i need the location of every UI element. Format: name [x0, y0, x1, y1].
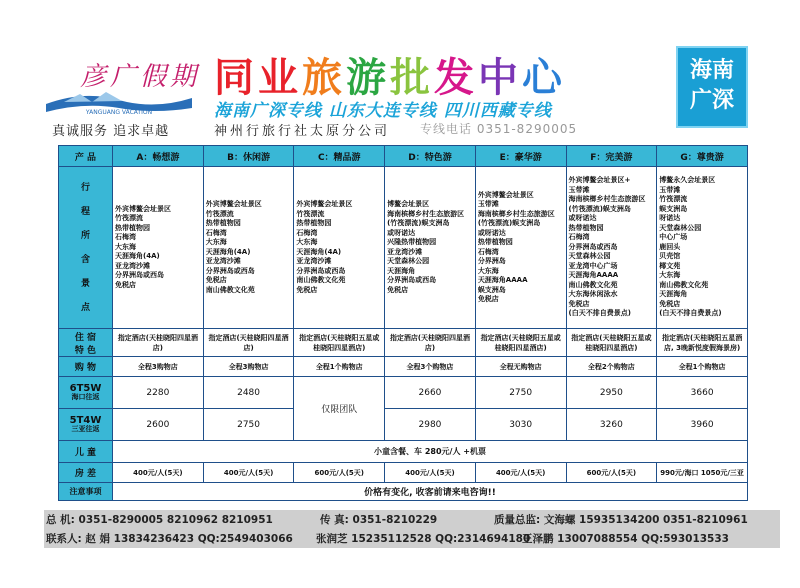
shopping-row — [59, 357, 748, 377]
price-cell: 2280 — [113, 377, 204, 409]
title-char: 旅 — [302, 55, 346, 101]
itinerary-label-char: 所 — [80, 230, 90, 241]
price-cell: 2980 — [385, 409, 476, 441]
column-header: A：畅想游 — [113, 146, 204, 167]
room-diff-cell: 990元/海口 1050元/三亚 — [657, 463, 748, 483]
brand-sub-text: YANGUANG VACATION — [85, 109, 153, 116]
itinerary-label — [59, 167, 113, 329]
footer-value: 文海螺 15935134200 0351-8210961 — [543, 514, 748, 526]
footer-quality-director — [494, 512, 748, 527]
price-cell: 2600 — [113, 409, 204, 441]
itinerary-label-char: 行 — [80, 182, 90, 193]
itinerary-label-char: 程 — [80, 206, 90, 217]
routes-line: 海南广深专线 山东大连专线 四川西藏专线 — [214, 101, 552, 121]
note-row — [59, 483, 748, 501]
hainan-guangshen-badge — [676, 46, 748, 128]
footer-value: 王泽鹏 13007088554 QQ:593013533 — [522, 533, 729, 545]
brand-logo-text: 彦广假期 — [80, 62, 201, 92]
slogan: 真诚服务 追求卓越 — [52, 124, 170, 139]
kids-cell: 小童含餐、车 280元/人 +机票 — [113, 441, 748, 463]
title-char: 发 — [434, 55, 478, 101]
stay-row — [59, 329, 748, 357]
itinerary-cell: 博鳌永久会址景区 玉带滩 竹筏漂流 蜈支洲岛 呀诺达 天堂森林公园 中心广场 鹿回头 贝壳馆 椰文苑 大东海 南山佛教文化苑 天涯海角 免税店 (白天不排自费景点) — [657, 167, 748, 329]
column-header: F：完美游 — [566, 146, 657, 167]
footer-contact-1 — [46, 531, 293, 546]
shopping-label: 购 物 — [59, 357, 113, 377]
column-header: C：精品游 — [294, 146, 385, 167]
footer-value: 张润芝 15235112528 QQ:2314694180 — [316, 533, 531, 545]
stay-label-line: 住 宿 — [74, 332, 97, 343]
shopping-cell: 全程2个购物店 — [566, 357, 657, 377]
itinerary-cell: 外宾博鳌会址景区 竹筏漂流 热带植物园 石梅湾 大东海 天涯海角(4A) 亚龙湾沙滩 分界洲岛或西岛 免税店 — [113, 167, 204, 329]
shopping-cell: 全程无购物店 — [475, 357, 566, 377]
stay-cell: 指定酒店(天桂晓阳五星或桂晓阳四星酒店) — [294, 329, 385, 357]
shopping-cell: 全程3购物店 — [113, 357, 204, 377]
shopping-cell: 全程3个购物店 — [385, 357, 476, 377]
badge-line-1: 海南 — [689, 58, 734, 83]
price-5t4w-code: 5T4W — [69, 414, 102, 426]
room-diff-cell: 400元/人(5天) — [385, 463, 476, 483]
footer-switchboard — [46, 512, 273, 527]
itinerary-cell: 外宾博鳌会址景区 玉带滩 海南槟榔乡村生态旅游区(竹筏漂流)蜈支洲岛 或呀诺达 热带植物园 石梅湾 分界洲岛 大东海 天涯海角AAAA 蜈支洲岛 免税店 — [475, 167, 566, 329]
room-diff-cell: 400元/人(5天) — [203, 463, 294, 483]
footer-label: 联系人: — [46, 533, 82, 545]
price-cell: 3660 — [657, 377, 748, 409]
price-cell: 2660 — [385, 377, 476, 409]
agency-name: 神州行旅行社太原分公司 — [214, 124, 391, 139]
badge-line-2: 广深 — [689, 88, 734, 113]
kids-label: 儿 童 — [59, 441, 113, 463]
table-header-row — [59, 146, 748, 167]
product-label: 产 品 — [59, 146, 113, 167]
footer-value: 赵 娟 13834236423 QQ:2549403066 — [85, 533, 293, 545]
itinerary-cell: 外宾博鳌会址景区+ 玉带滩 海南槟榔乡村生态旅游区(竹筏漂流)蜈支洲岛 或呀诺达 热带植物园 石梅湾 分界洲岛或西岛 天堂森林公园 亚龙湾中心广场 天涯海角AAAA 南山佛教文化苑 大东海休闲泳水 免税店 (白天不排自费景点) — [566, 167, 657, 329]
price-5t4w-label — [59, 409, 113, 441]
room-diff-cell: 400元/人(5天) — [475, 463, 566, 483]
note-label: 注意事项 — [59, 483, 113, 501]
agency-phone: 专线电话 0351-8290005 — [420, 122, 578, 136]
footer-value: 0351-8290005 8210962 8210951 — [78, 514, 273, 526]
stay-label — [59, 329, 113, 357]
price-cell: 3030 — [475, 409, 566, 441]
price-6t5w-code: 6T5W — [69, 382, 102, 394]
footer-label: 质量总监: — [494, 514, 541, 526]
stay-cell: 指定酒店(天桂晓阳五星或桂晓阳四星酒店) — [566, 329, 657, 357]
stay-cell: 指定酒店(天桂晓阳五星或桂晓阳四星酒店) — [475, 329, 566, 357]
room-diff-label: 房 差 — [59, 463, 113, 483]
title-char: 游 — [346, 55, 390, 101]
footer-contact-3 — [522, 531, 729, 546]
price-cell: 3260 — [566, 409, 657, 441]
group-only-cell: 仅限团队 — [294, 377, 385, 441]
title-char: 心 — [522, 55, 566, 101]
room-diff-cell: 400元/人(5天) — [113, 463, 204, 483]
itinerary-label-char: 景 — [80, 278, 90, 289]
footer-value: 0351-8210229 — [352, 514, 438, 526]
footer-contact-2 — [316, 531, 530, 546]
price-6t5w-label — [59, 377, 113, 409]
shopping-cell: 全程1个购物店 — [657, 357, 748, 377]
room-diff-row — [59, 463, 748, 483]
title-char: 同 — [214, 55, 258, 101]
stay-label-line: 特 色 — [74, 345, 97, 356]
footer-fax — [320, 512, 437, 527]
price-table — [58, 145, 748, 501]
stay-cell: 指定酒店(天桂晓阳四星酒店) — [203, 329, 294, 357]
price-cell: 2480 — [203, 377, 294, 409]
title-char: 业 — [258, 55, 302, 101]
itinerary-cell: 外宾博鳌会址景区 竹筏漂流 热带植物园 石梅湾 大东海 天涯海角(4A) 亚龙湾沙滩 分界洲岛或西岛 免税店 南山佛教文化苑 — [203, 167, 294, 329]
price-cell: 3960 — [657, 409, 748, 441]
stay-cell: 指定酒店(天桂晓阳五星酒店, 3晚新悦度假海景房) — [657, 329, 748, 357]
column-header: B：休闲游 — [203, 146, 294, 167]
itinerary-cell: 博鳌会址景区 海南槟榔乡村生态旅游区(竹筏漂流)蜈支洲岛 或呀诺达 兴隆热带植物园 亚龙湾沙滩 天堂森林公园 天涯海角 分界洲岛或西岛 免税店 — [385, 167, 476, 329]
title-char: 中 — [478, 55, 522, 101]
stay-cell: 指定酒店(天桂晓阳四星酒店) — [385, 329, 476, 357]
room-diff-cell: 600元/人(5天) — [294, 463, 385, 483]
price-cell: 2750 — [203, 409, 294, 441]
itinerary-label-char: 点 — [80, 302, 90, 313]
price-cell: 2950 — [566, 377, 657, 409]
kids-row — [59, 441, 748, 463]
footer-label: 传 真: — [320, 514, 349, 526]
column-header: D：特色游 — [385, 146, 476, 167]
stay-cell: 指定酒店(天桂晓阳四星酒店) — [113, 329, 204, 357]
contact-footer — [44, 510, 780, 548]
price-cell: 2750 — [475, 377, 566, 409]
price-5t4w-sub: 三亚往返 — [71, 424, 100, 433]
itinerary-label-char: 含 — [80, 254, 90, 265]
brand-wave-icon — [44, 88, 194, 116]
footer-label: 总 机: — [46, 514, 75, 526]
column-header: G：尊贵游 — [657, 146, 748, 167]
main-title — [214, 46, 566, 103]
price-5t4w-row — [59, 409, 748, 441]
title-char: 批 — [390, 55, 434, 101]
itinerary-cell: 外宾博鳌会址景区 竹筏漂流 热带植物园 石梅湾 大东海 天涯海角(4A) 亚龙湾沙滩 分界洲岛或西岛 南山佛教文化苑 免税店 — [294, 167, 385, 329]
column-header: E：豪华游 — [475, 146, 566, 167]
price-6t5w-row — [59, 377, 748, 409]
room-diff-cell: 600元/人(5天) — [566, 463, 657, 483]
shopping-cell: 全程1个购物店 — [294, 357, 385, 377]
itinerary-row — [59, 167, 748, 329]
price-6t5w-sub: 海口往返 — [71, 392, 100, 401]
shopping-cell: 全程3购物店 — [203, 357, 294, 377]
note-cell: 价格有变化, 收客前请来电咨询!! — [113, 483, 748, 501]
